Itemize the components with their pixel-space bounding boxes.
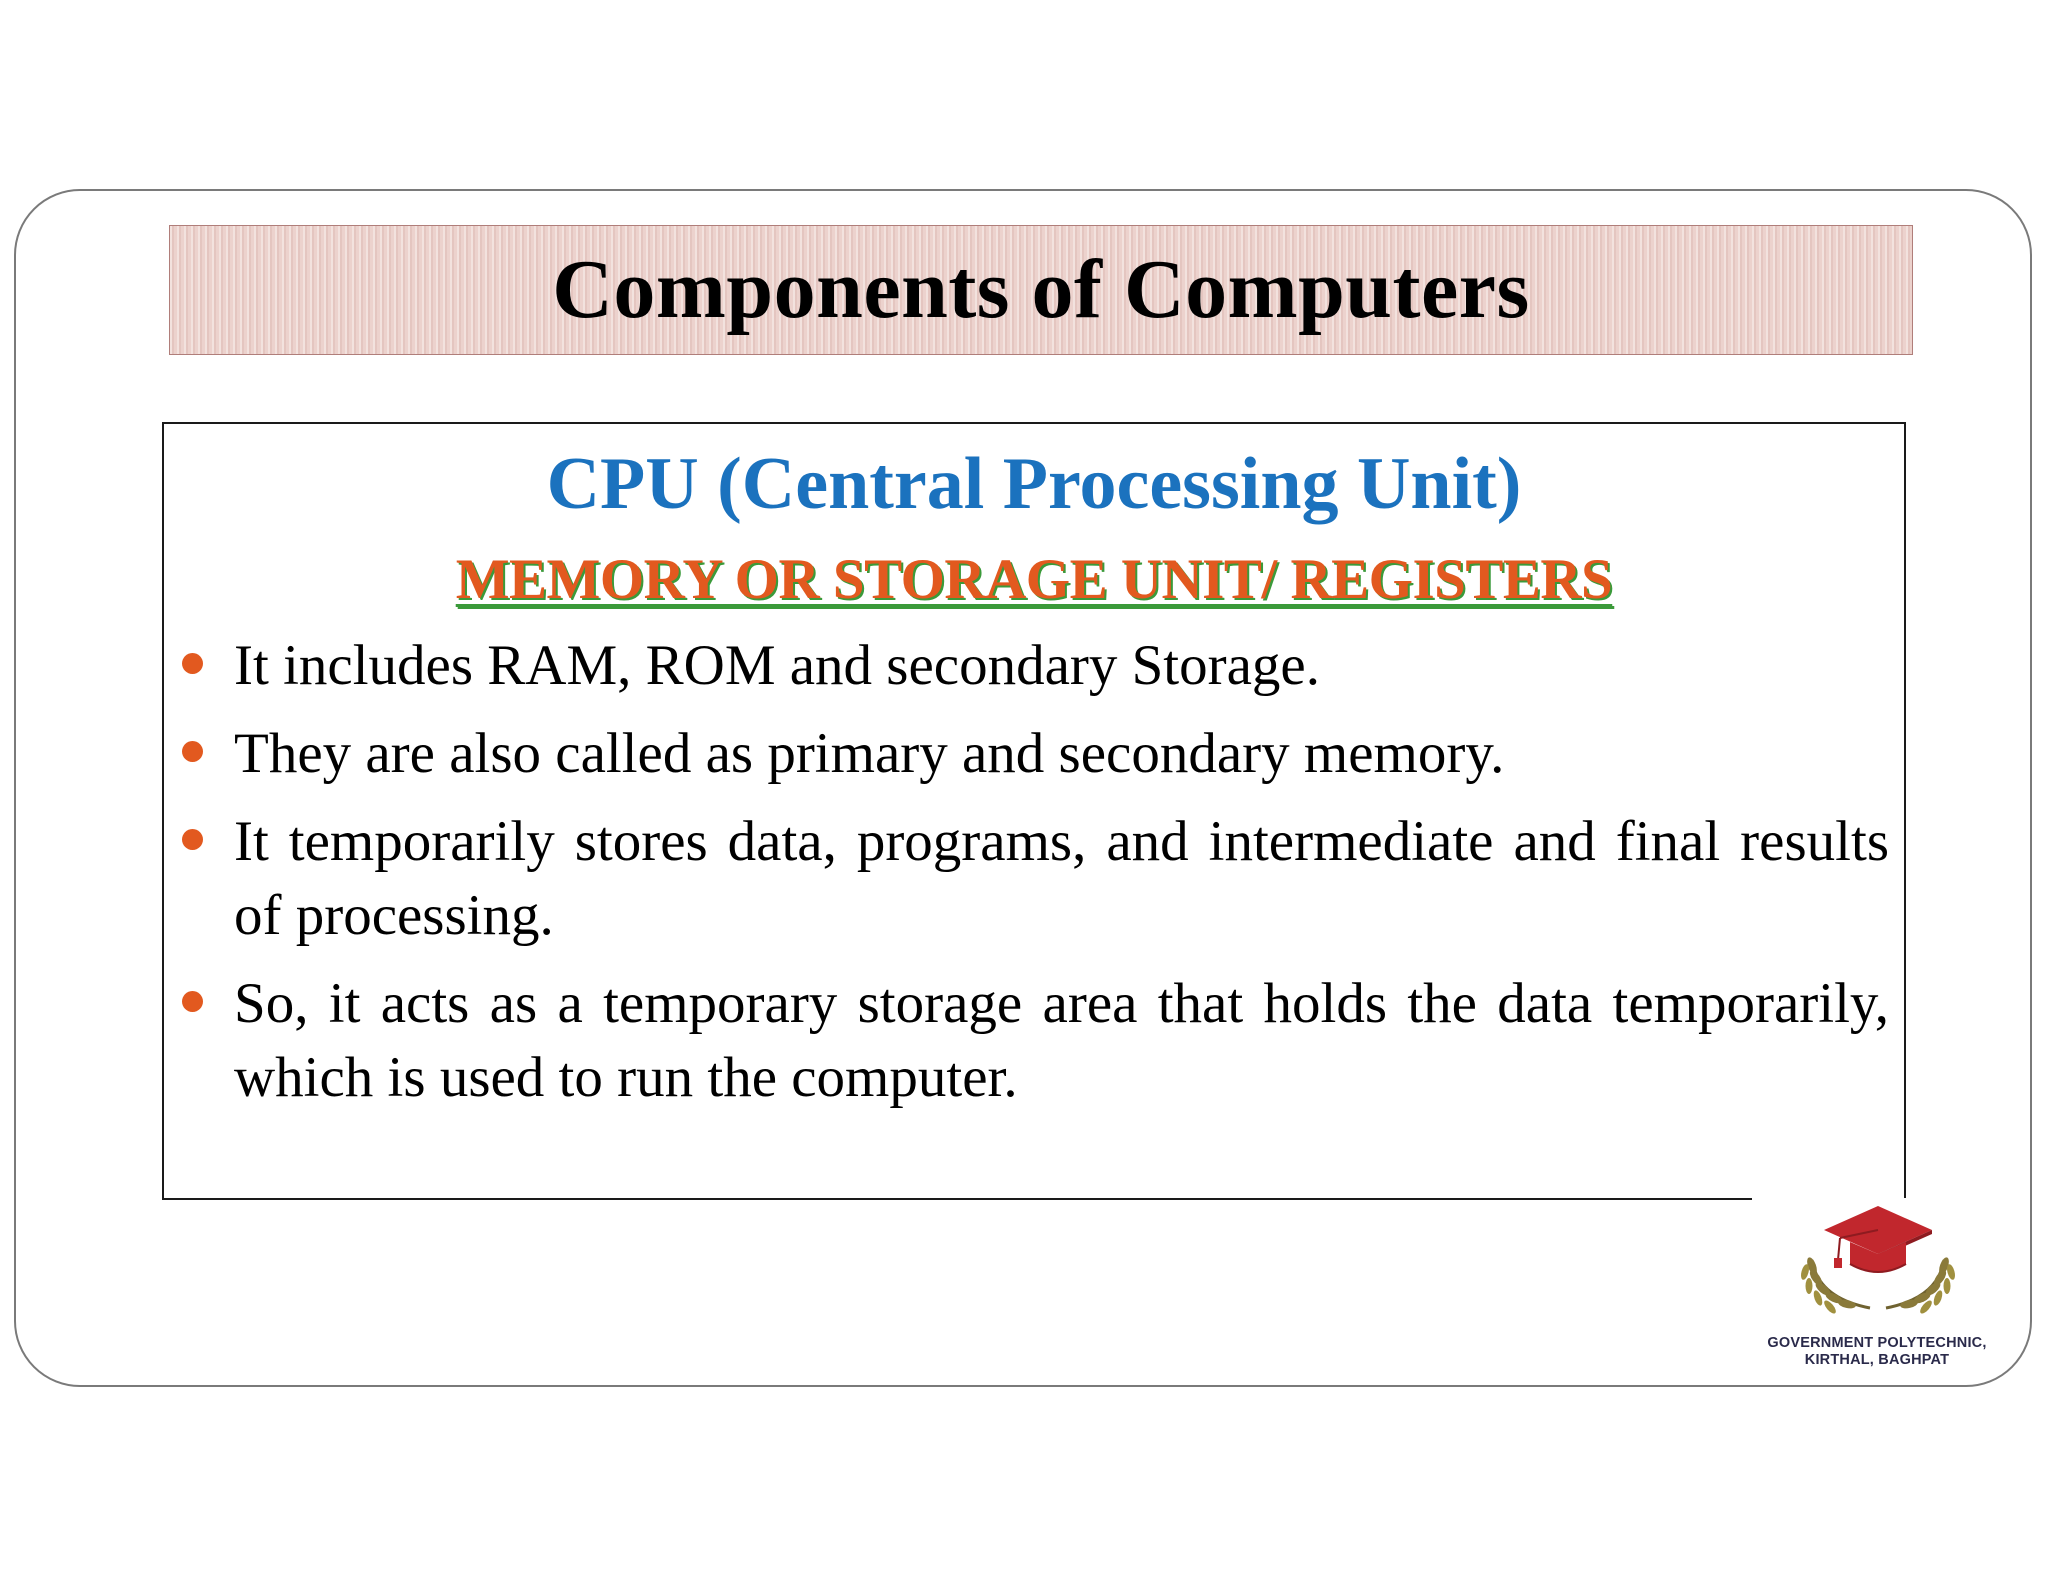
bullet-item — [234, 629, 1889, 703]
bullet-item — [234, 967, 1889, 1115]
slide-title: Components of Computers — [552, 243, 1530, 336]
institution-logo — [1752, 1198, 2002, 1370]
bullet-text: It includes RAM, ROM and secondary Storage. — [234, 634, 1320, 697]
bullet-dot-icon — [182, 741, 203, 762]
graduation-cap-icon — [1752, 1198, 2002, 1333]
bullet-text: They are also called as primary and secondary memory. — [234, 722, 1505, 785]
bullet-dot-icon — [182, 991, 203, 1012]
content-box — [162, 422, 1906, 1200]
section-heading: CPU (Central Processing Unit) — [546, 443, 1522, 525]
section-subheading: MEMORY OR STORAGE UNIT/ REGISTERS — [455, 548, 1613, 611]
bullet-item — [234, 717, 1889, 791]
bullet-item — [234, 805, 1889, 953]
bullet-dot-icon — [182, 653, 203, 674]
bullet-text: So, it acts as a temporary storage area that holds the data temporarily, which is used to run the computer. — [234, 972, 1889, 1109]
bullet-dot-icon — [182, 829, 203, 850]
logo-text-line2: KIRTHAL, BAGHPAT — [1804, 1352, 1950, 1368]
bullet-text: It temporarily stores data, programs, and intermediate and final results of processing. — [234, 810, 1889, 947]
title-bar — [169, 225, 1913, 355]
bullet-list — [234, 629, 1889, 1129]
logo-text-line1: GOVERNMENT POLYTECHNIC, — [1767, 1335, 1987, 1351]
